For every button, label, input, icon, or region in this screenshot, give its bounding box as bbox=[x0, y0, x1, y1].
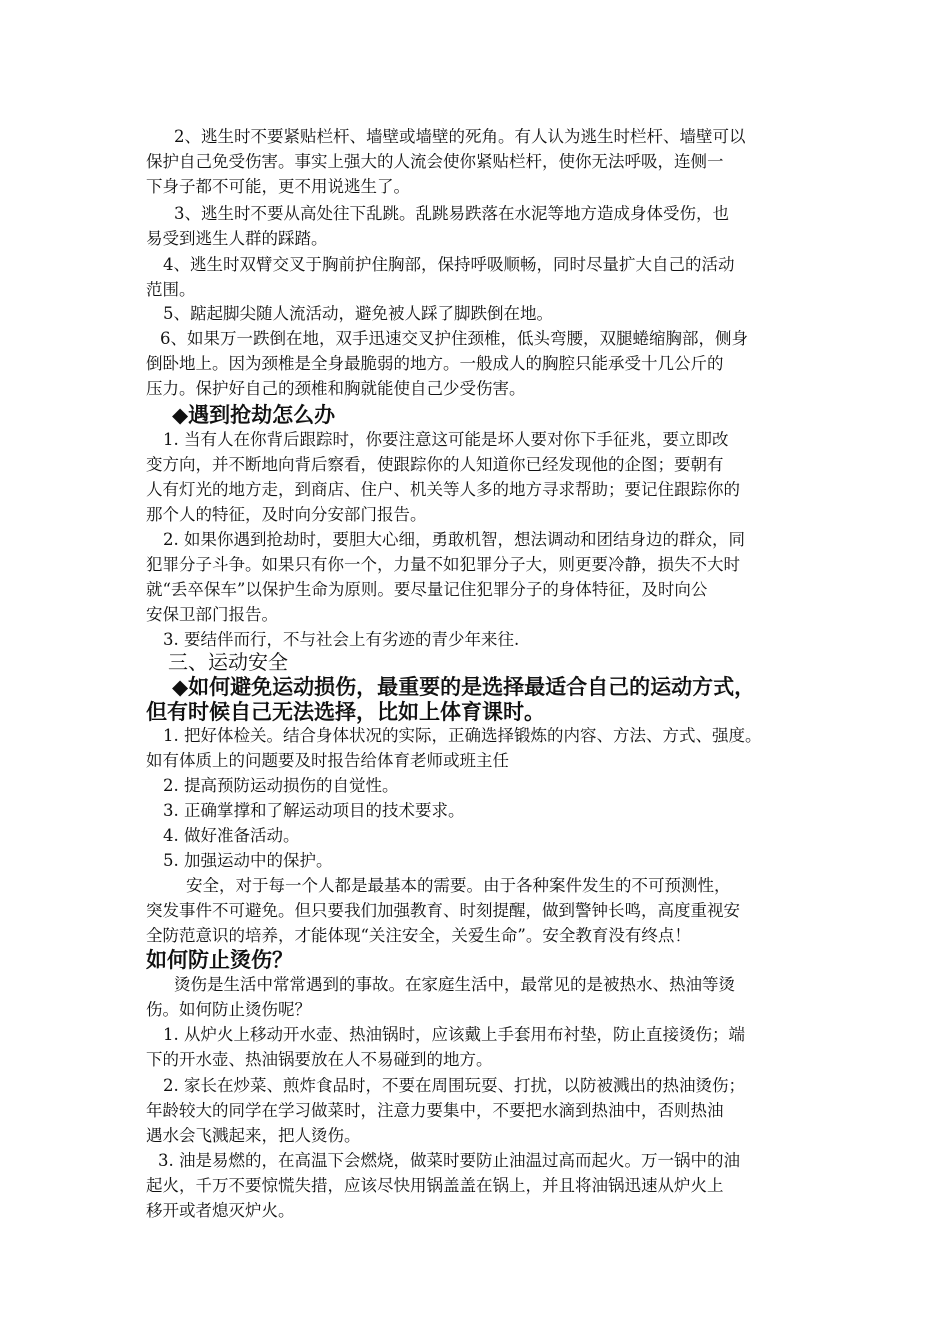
paragraph-line: 1. 当有人在你背后跟踪时，你要注意这可能是坏人要对你下手征兆，要立即改 bbox=[163, 430, 729, 449]
paragraph-line: 2. 家长在炒菜、煎炸食品时，不要在周围玩耍、打扰，以防被溅出的热油烫伤； bbox=[163, 1076, 745, 1095]
paragraph-line: 安保卫部门报告。 bbox=[146, 605, 278, 624]
paragraph-line: 6、如果万一跌倒在地，双手迅速交叉护住颈椎，低头弯腰，双腿蜷缩胸部，侧身 bbox=[160, 329, 748, 348]
paragraph-line: 烫伤是生活中常常遇到的事故。在家庭生活中，最常见的是被热水、热油等烫 bbox=[174, 975, 735, 994]
paragraph-line: 3. 油是易燃的，在高温下会燃烧，做菜时要防止油温过高而起火。万一锅中的油 bbox=[158, 1151, 740, 1170]
paragraph-line: 保护自己免受伤害。事实上强大的人流会使你紧贴栏杆，使你无法呼吸，连侧一 bbox=[146, 152, 724, 171]
paragraph-line: 全防范意识的培养，才能体现“关注安全，关爱生命”。安全教育没有终点！ bbox=[146, 926, 691, 945]
paragraph-line: 4. 做好准备活动。 bbox=[163, 826, 300, 845]
paragraph-line: 犯罪分子斗争。如果只有你一个，力量不如犯罪分子大，则更要冷静，损失不大时 bbox=[146, 555, 740, 574]
paragraph-line: 压力。保护好自己的颈椎和胸就能使自己少受伤害。 bbox=[146, 379, 526, 398]
paragraph-line: 4、逃生时双臂交叉于胸前护住胸部，保持呼吸顺畅，同时尽量扩大自己的活动 bbox=[163, 255, 735, 274]
paragraph-line: 那个人的特征，及时向分安部门报告。 bbox=[146, 505, 427, 524]
paragraph-line: 5. 加强运动中的保护。 bbox=[163, 851, 333, 870]
paragraph-line: 1. 从炉火上移动开水壶、热油锅时，应该戴上手套用布衬垫，防止直接烫伤；端 bbox=[163, 1025, 745, 1044]
paragraph-line: 3、逃生时不要从高处往下乱跳。乱跳易跌落在水泥等地方造成身体受伤，也 bbox=[174, 204, 729, 223]
paragraph-line: 人有灯光的地方走，到商店、住户、机关等人多的地方寻求帮助；要记住跟踪你的 bbox=[146, 480, 740, 499]
paragraph-line: 3. 正确掌撑和了解运动项目的技术要求。 bbox=[163, 801, 465, 820]
paragraph-line: 倒卧地上。因为颈椎是全身最脆弱的地方。一般成人的胸腔只能承受十几公斤的 bbox=[146, 354, 724, 373]
paragraph-line: 突发事件不可避免。但只要我们加强教育、时刻提醒，做到警钟长鸣，高度重视安 bbox=[146, 901, 740, 920]
paragraph-line: 3. 要结伴而行，不与社会上有劣迹的青少年来往. bbox=[163, 630, 520, 649]
paragraph-line: 安全，对于每一个人都是最基本的需要。由于各种案件发生的不可预测性， bbox=[186, 876, 731, 895]
paragraph-line: 下身子都不可能，更不用说逃生了。 bbox=[146, 177, 410, 196]
section-heading: 如何防止烫伤？ bbox=[146, 948, 293, 972]
paragraph-line: 5、踮起脚尖随人流活动，避免被人踩了脚跌倒在地。 bbox=[163, 304, 553, 323]
paragraph-line: 就“丢卒保车”以保护生命为原则。要尽量记住犯罪分子的身体特征，及时向公 bbox=[146, 580, 708, 599]
paragraph-line: 易受到逃生人群的踩踏。 bbox=[146, 229, 328, 248]
paragraph-line: 如有体质上的问题要及时报告给体育老师或班主任 bbox=[146, 751, 509, 770]
paragraph-line: 2. 提高预防运动损伤的自觉性。 bbox=[163, 776, 399, 795]
paragraph-line: 2. 如果你遇到抢劫时，要胆大心细，勇敢机智，想法调动和团结身边的群众，同 bbox=[163, 530, 745, 549]
paragraph-line: 变方向，并不断地向背后察看，使跟踪你的人知道你已经发现他的企图；要朝有 bbox=[146, 455, 724, 474]
section-heading: 但有时候自己无法选择，比如上体育课时。 bbox=[146, 700, 545, 724]
section-heading: 三、运动安全 bbox=[168, 650, 288, 674]
paragraph-line: 年龄较大的同学在学习做菜时，注意力要集中，不要把水滴到热油中，否则热油 bbox=[146, 1101, 724, 1120]
paragraph-line: 2、逃生时不要紧贴栏杆、墙壁或墙壁的死角。有人认为逃生时栏杆、墙壁可以 bbox=[174, 127, 746, 146]
paragraph-line: 范围。 bbox=[146, 280, 196, 299]
paragraph-line: 起火，千万不要惊慌失措，应该尽快用锅盖盖在锅上，并且将油锅迅速从炉火上 bbox=[146, 1176, 724, 1195]
paragraph-line: 移开或者熄灭炉火。 bbox=[146, 1201, 295, 1220]
section-heading: ◆如何避免运动损伤，最重要的是选择最适合自己的运动方式， bbox=[172, 675, 756, 699]
paragraph-line: 伤。如何防止烫伤呢？ bbox=[146, 1000, 311, 1019]
paragraph-line: 下的开水壶、热油锅要放在人不易碰到的地方。 bbox=[146, 1050, 493, 1069]
section-heading: ◆遇到抢劫怎么办 bbox=[172, 403, 336, 427]
paragraph-line: 1. 把好体检关。结合身体状况的实际，正确选择锻炼的内容、方法、方式、强度。 bbox=[163, 726, 762, 745]
paragraph-line: 遇水会飞溅起来，把人烫伤。 bbox=[146, 1126, 361, 1145]
